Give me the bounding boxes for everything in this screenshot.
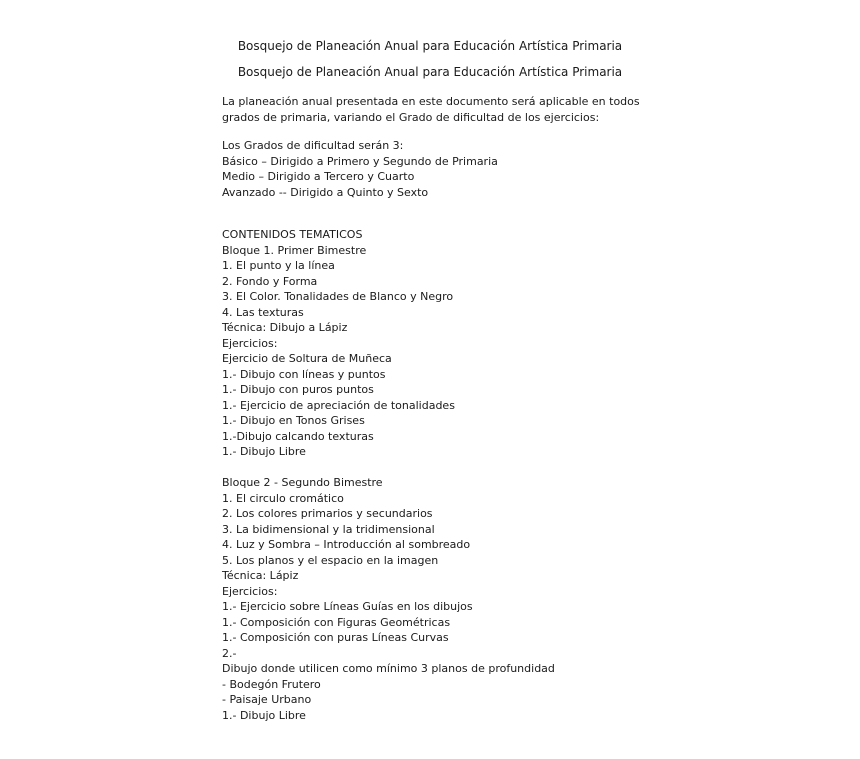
text-line: Ejercicios: [222,584,278,598]
text-line: 2.- [222,646,237,660]
difficulty-grades [222,138,498,200]
text-line: Ejercicios: [222,336,278,350]
text-line: 4. Las texturas [222,305,304,319]
text-line: 1.- Composición con Figuras Geométricas [222,615,451,629]
text-line: 1.- Dibujo en Tonos Grises [222,414,365,427]
text-line: grados de primaria, variando el Grado de dificultad de los ejercicios: [222,110,600,124]
text-line: 1. El punto y la línea [222,259,335,272]
text-line: Bloque 2 - Segundo Bimestre [222,476,383,489]
text-line: Dibujo donde utilicen como mínimo 3 planos de profundidad [222,662,555,675]
text-line: 1.- Dibujo con puros puntos [222,383,374,396]
text-line: 1.- Composición con puras Líneas Curvas [222,631,449,644]
text-line: Medio – Dirigido a Tercero y Cuarto [222,170,415,183]
intro-paragraph [222,94,640,125]
document-title: Bosquejo de Planeación Anual para Educación Artística Primaria [237,39,623,53]
text-line: Básico – Dirigido a Primero y Segundo de Primaria [222,154,498,168]
text-line: La planeación anual presentada en este documento será aplicable en todos [222,95,640,108]
text-line: 1.- Dibujo Libre [222,445,306,458]
text-line: - Paisaje Urbano [222,693,312,706]
text-line: 5. Los planos y el espacio en la imagen [222,553,439,567]
text-line: 1.- Ejercicio de apreciación de tonalidades [222,398,455,412]
text-line: 2. Los colores primarios y secundarios [222,507,433,520]
text-line: Técnica: Dibujo a Lápiz [222,321,348,334]
text-line: 1.- Dibujo con líneas y puntos [222,367,386,381]
bloque-1-section [222,227,455,460]
text-line: Bloque 1. Primer Bimestre [222,243,367,257]
text-line: 1. El circulo cromático [222,491,344,505]
text-line: Los Grados de dificultad serán 3: [222,139,404,152]
text-line: 2. Fondo y Forma [222,274,318,288]
text-line: 1.- Dibujo Libre [222,708,306,722]
bloque-2-section [222,475,473,661]
text-line: - Bodegón Frutero [222,677,321,691]
dibujo-planos-section [222,661,555,723]
text-line: CONTENIDOS TEMATICOS [222,228,363,241]
text-line: Avanzado -- Dirigido a Quinto y Sexto [222,185,429,199]
text-line: 3. La bidimensional y la tridimensional [222,522,435,536]
text-line: Técnica: Lápiz [222,569,299,582]
text-line: 1.- Ejercicio sobre Líneas Guías en los dibujos [222,600,473,613]
text-line: 3. El Color. Tonalidades de Blanco y Negro [222,290,454,303]
document-subtitle: Bosquejo de Planeación Anual para Educación Artística Primaria [237,65,623,79]
text-line: 4. Luz y Sombra – Introducción al sombreado [222,538,471,551]
text-line: 1.-Dibujo calcando texturas [222,429,374,443]
text-line: Ejercicio de Soltura de Muñeca [222,352,392,365]
